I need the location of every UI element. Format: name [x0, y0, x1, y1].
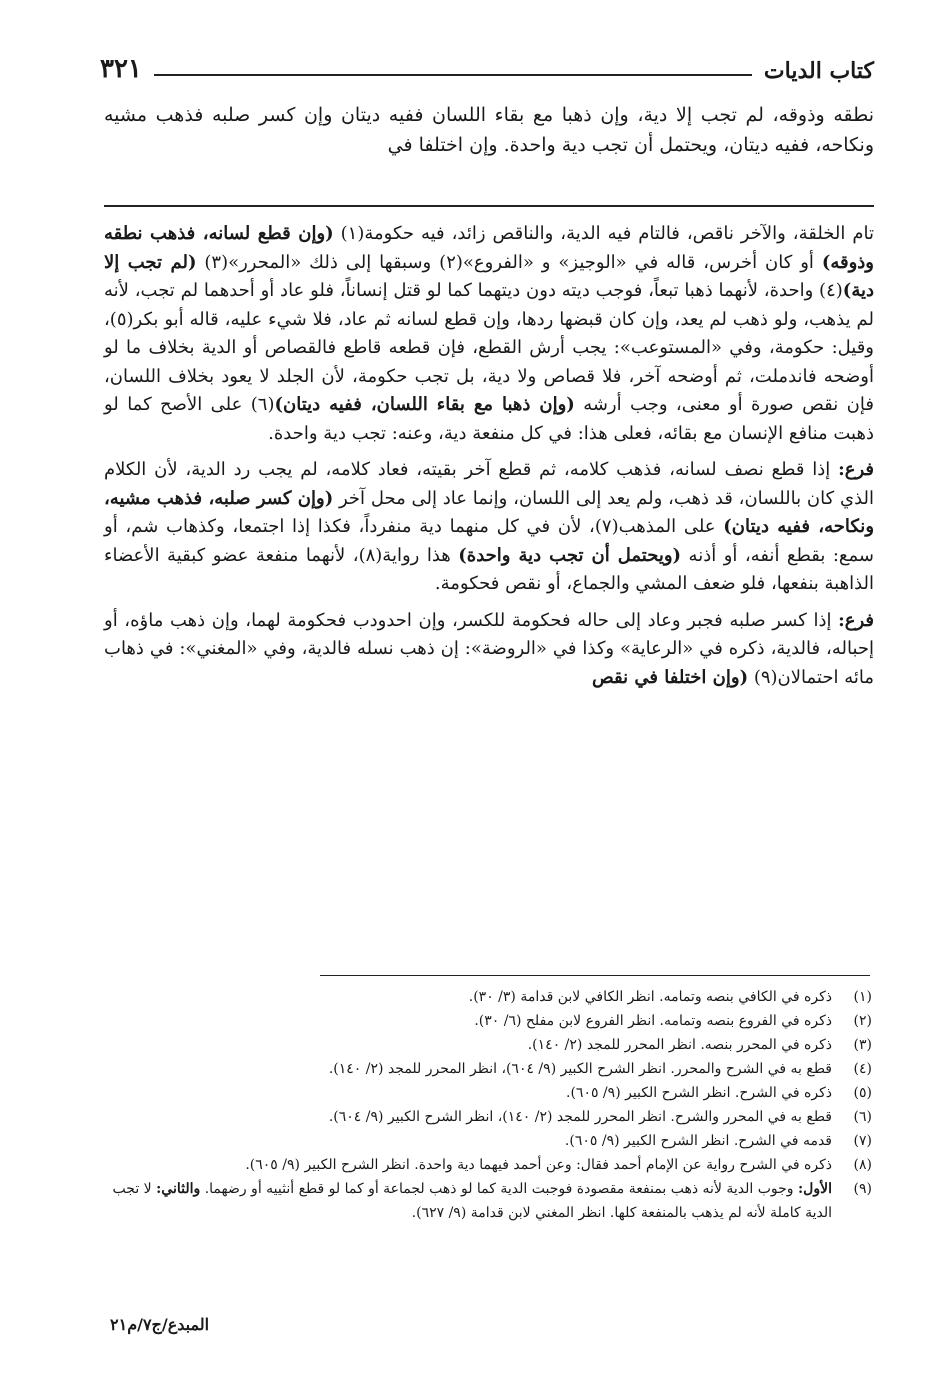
footnote-item	[104, 1105, 872, 1129]
sharh-text-run: (٦) على الأصح كما لو ذهبت منافع الإنسان مع بقائه، فعلى هذا: في كل منفعة دية، وعنه: تجب دية واحدة.	[104, 394, 874, 444]
footnote-lead: الأول:	[798, 1181, 832, 1197]
header-rule	[154, 74, 752, 76]
footnote-item	[104, 1057, 872, 1081]
footnote-item	[104, 1153, 872, 1177]
sharh-text-run: هذا رواية(٨)، لأنهما منفعة عضو كبقية الأعضاء الذاهبة بنفعها، فلو ضعف المشي والجماع، أو نقص فحكومة.	[104, 544, 874, 594]
footnote-body: قطع به في المحرر والشرح. انظر المحرر للمجد (٢/ ١٤٠)، انظر الشرح الكبير (٩/ ٦٠٤).	[328, 1109, 832, 1125]
footnote-text	[104, 1033, 832, 1057]
bold-matn-quote: فرع:	[838, 609, 874, 631]
footnote-number: (٩)	[853, 1181, 872, 1197]
footnote-body: ذكره في المحرر بنصه. انظر المحرر للمجد (٢/ ١٤٠).	[527, 1037, 832, 1053]
footnote-number: (٨)	[853, 1157, 872, 1173]
bold-matn-quote: (ويحتمل أن تجب دية واحدة)	[458, 544, 682, 566]
sharh-paragraph-1	[104, 220, 874, 448]
footnote-item	[104, 1177, 872, 1225]
footnote-text	[104, 1057, 832, 1081]
footnote-body: ذكره في الكافي بنصه وتمامه. انظر الكافي لابن قدامة (٣/ ٣٠).	[468, 989, 832, 1005]
footnote-text	[104, 1105, 832, 1129]
sharh-text-run: أو كان أخرس، قاله في «الوجيز» و «الفروع»(٢) وسبقها إلى ذلك «المحرر»(٣)	[196, 251, 822, 273]
footnote-body: ذكره في الفروع بنصه وتمامه. انظر الفروع لابن مفلح (٦/ ٣٠).	[474, 1013, 832, 1029]
footnote-item	[104, 985, 872, 1009]
footnote-body: لا تجب الدية كاملة لأنه لم يذهب بالمنفعة كلها. انظر المغني لابن قدامة (٩/ ٦٢٧).	[112, 1181, 832, 1221]
footnote-text	[104, 1153, 832, 1177]
bold-matn-quote: فرع:	[838, 459, 874, 480]
printer-signature: المبدع/ج٧/م٢١	[110, 1315, 210, 1334]
sharh-text-run: (٤) واحدة، لأنهما ذهبا تبعاً، فوجب ديته دون ديتهما كما لو قتل إنساناً، فلو عاد أو أحدهما لم تجب، لأنه لم يذهب، ولو ذهب لم يعد، وإن كان قبضها ردها، وإن قطع لسانه ثم عاد، فلا شيء عليه، قاله أبو بكر(٥)، وقيل: حكومة، وفي «المستوعب»: يجب أرش القطع، فإن قطعه قاطع فالقصاص أو الدية بخلاف ما لو أوضحه فاندملت، ثم أوضحه آخر، فلا قصاص ولا دية، بل تجب حكومة، لأن الجلد لا يعود بخلاف اللسان، فإن نقص صورة أو معنى، وجب أرشه	[104, 280, 874, 415]
footnote-number: (٧)	[853, 1133, 872, 1149]
bold-matn-quote: (وإن ذهبا مع بقاء اللسان، ففيه ديتان)	[274, 394, 575, 415]
footnote-number: (٦)	[853, 1109, 872, 1125]
footnote-body: ذكره في الشرح. انظر الشرح الكبير (٩/ ٦٠٥).	[566, 1085, 832, 1101]
footnote-text	[104, 1009, 832, 1033]
sharh-paragraph-2	[104, 456, 874, 599]
footnote-text	[104, 985, 832, 1009]
footnote-text	[104, 1081, 832, 1105]
page-header	[100, 40, 874, 84]
footnote-item	[104, 1129, 872, 1153]
matn-paragraph: نطقه وذوقه، لم تجب إلا دية، وإن ذهبا مع بقاء اللسان ففيه ديتان وإن كسر صلبه فذهب مشيه ونكاحه، ففيه ديتان، ويحتمل أن تجب دية واحدة. وإن اختلفا في	[104, 104, 874, 156]
footnote-item	[104, 1009, 872, 1033]
sharh-commentary	[104, 220, 874, 700]
footnote-number: (٢)	[853, 1013, 872, 1029]
footnote-body: قطع به في الشرح والمحرر. انظر الشرح الكبير (٩/ ٦٠٤)، انظر المحرر للمجد (٢/ ١٤٠).	[328, 1061, 832, 1077]
sharh-text-run: إذا قطع نصف لسانه، فذهب كلامه، ثم قطع آخر بقيته، فعاد كلامه، لم يجب رد الدية، لأن الكلام الذي كان باللسان، قد ذهب، ولم يعد إلى اللسان، وإنما عاد إلى محل آخر	[104, 459, 874, 509]
footnote-item	[104, 1033, 872, 1057]
footnote-lead: والثاني:	[156, 1181, 201, 1197]
matn-sharh-divider	[104, 205, 874, 207]
footnote-body: قدمه في الشرح. انظر الشرح الكبير (٩/ ٦٠٥).	[564, 1133, 832, 1149]
footnote-text	[104, 1177, 832, 1225]
bold-matn-quote: (وإن كسر صلبه، فذهب مشيه، ونكاحه، ففيه ديتان)	[104, 487, 875, 537]
sharh-paragraph-3	[104, 607, 874, 693]
bold-matn-quote: (لم تجب إلا دية)	[104, 251, 874, 301]
footnotes-list	[104, 985, 872, 1225]
running-title: كتاب الديات	[763, 58, 874, 84]
page-number: ٣٢١	[100, 54, 142, 84]
bold-matn-quote: (وإن اختلفا في نقص	[591, 666, 749, 688]
footnote-body: ذكره في الشرح رواية عن الإمام أحمد فقال: وعن أحمد فيهما دية واحدة. انظر الشرح الكبير (٩/ ٦٠٥).	[245, 1157, 832, 1173]
bold-matn-quote: (وإن قطع لسانه، فذهب نطقه وذوقه)	[104, 223, 874, 273]
sharh-text-run: على المذهب(٧)، لأن في كل منهما دية منفرداً، فكذا إذا اجتمعا، وكذهاب شم، أو سمع: بقطع أنفه، أو أذنه	[104, 516, 874, 566]
footnote-number: (٤)	[853, 1061, 872, 1077]
matn-text-block	[104, 100, 874, 160]
footnote-item	[104, 1081, 872, 1105]
footnote-text	[104, 1129, 832, 1153]
footnote-number: (٣)	[853, 1037, 872, 1053]
footnote-number: (٥)	[853, 1085, 872, 1101]
footnote-number: (١)	[853, 989, 872, 1005]
sharh-text-run: تام الخلقة، والآخر ناقص، فالتام فيه الدية، والناقص زائد، فيه حكومة(١)	[333, 223, 874, 244]
sharh-text-run: إذا كسر صلبه فجبر وعاد إلى حاله فحكومة للكسر، وإن احدودب فحكومة لهما، وإن ذهب ماؤه، أو إحباله، فالدية، ذكره في «الرعاية» وكذا في «الروضة»: إن ذهب نسله فالدية، وفي «المغني»: في ذهاب مائه احتمالان(٩)	[104, 609, 874, 688]
footnote-body: وجوب الدية لأنه ذهب بمنفعة مقصودة فوجبت الدية كما لو ذهب لجماعة أو كما لو قطع أنثييه أو رضهما.	[200, 1181, 799, 1197]
footnote-rule	[320, 975, 870, 976]
